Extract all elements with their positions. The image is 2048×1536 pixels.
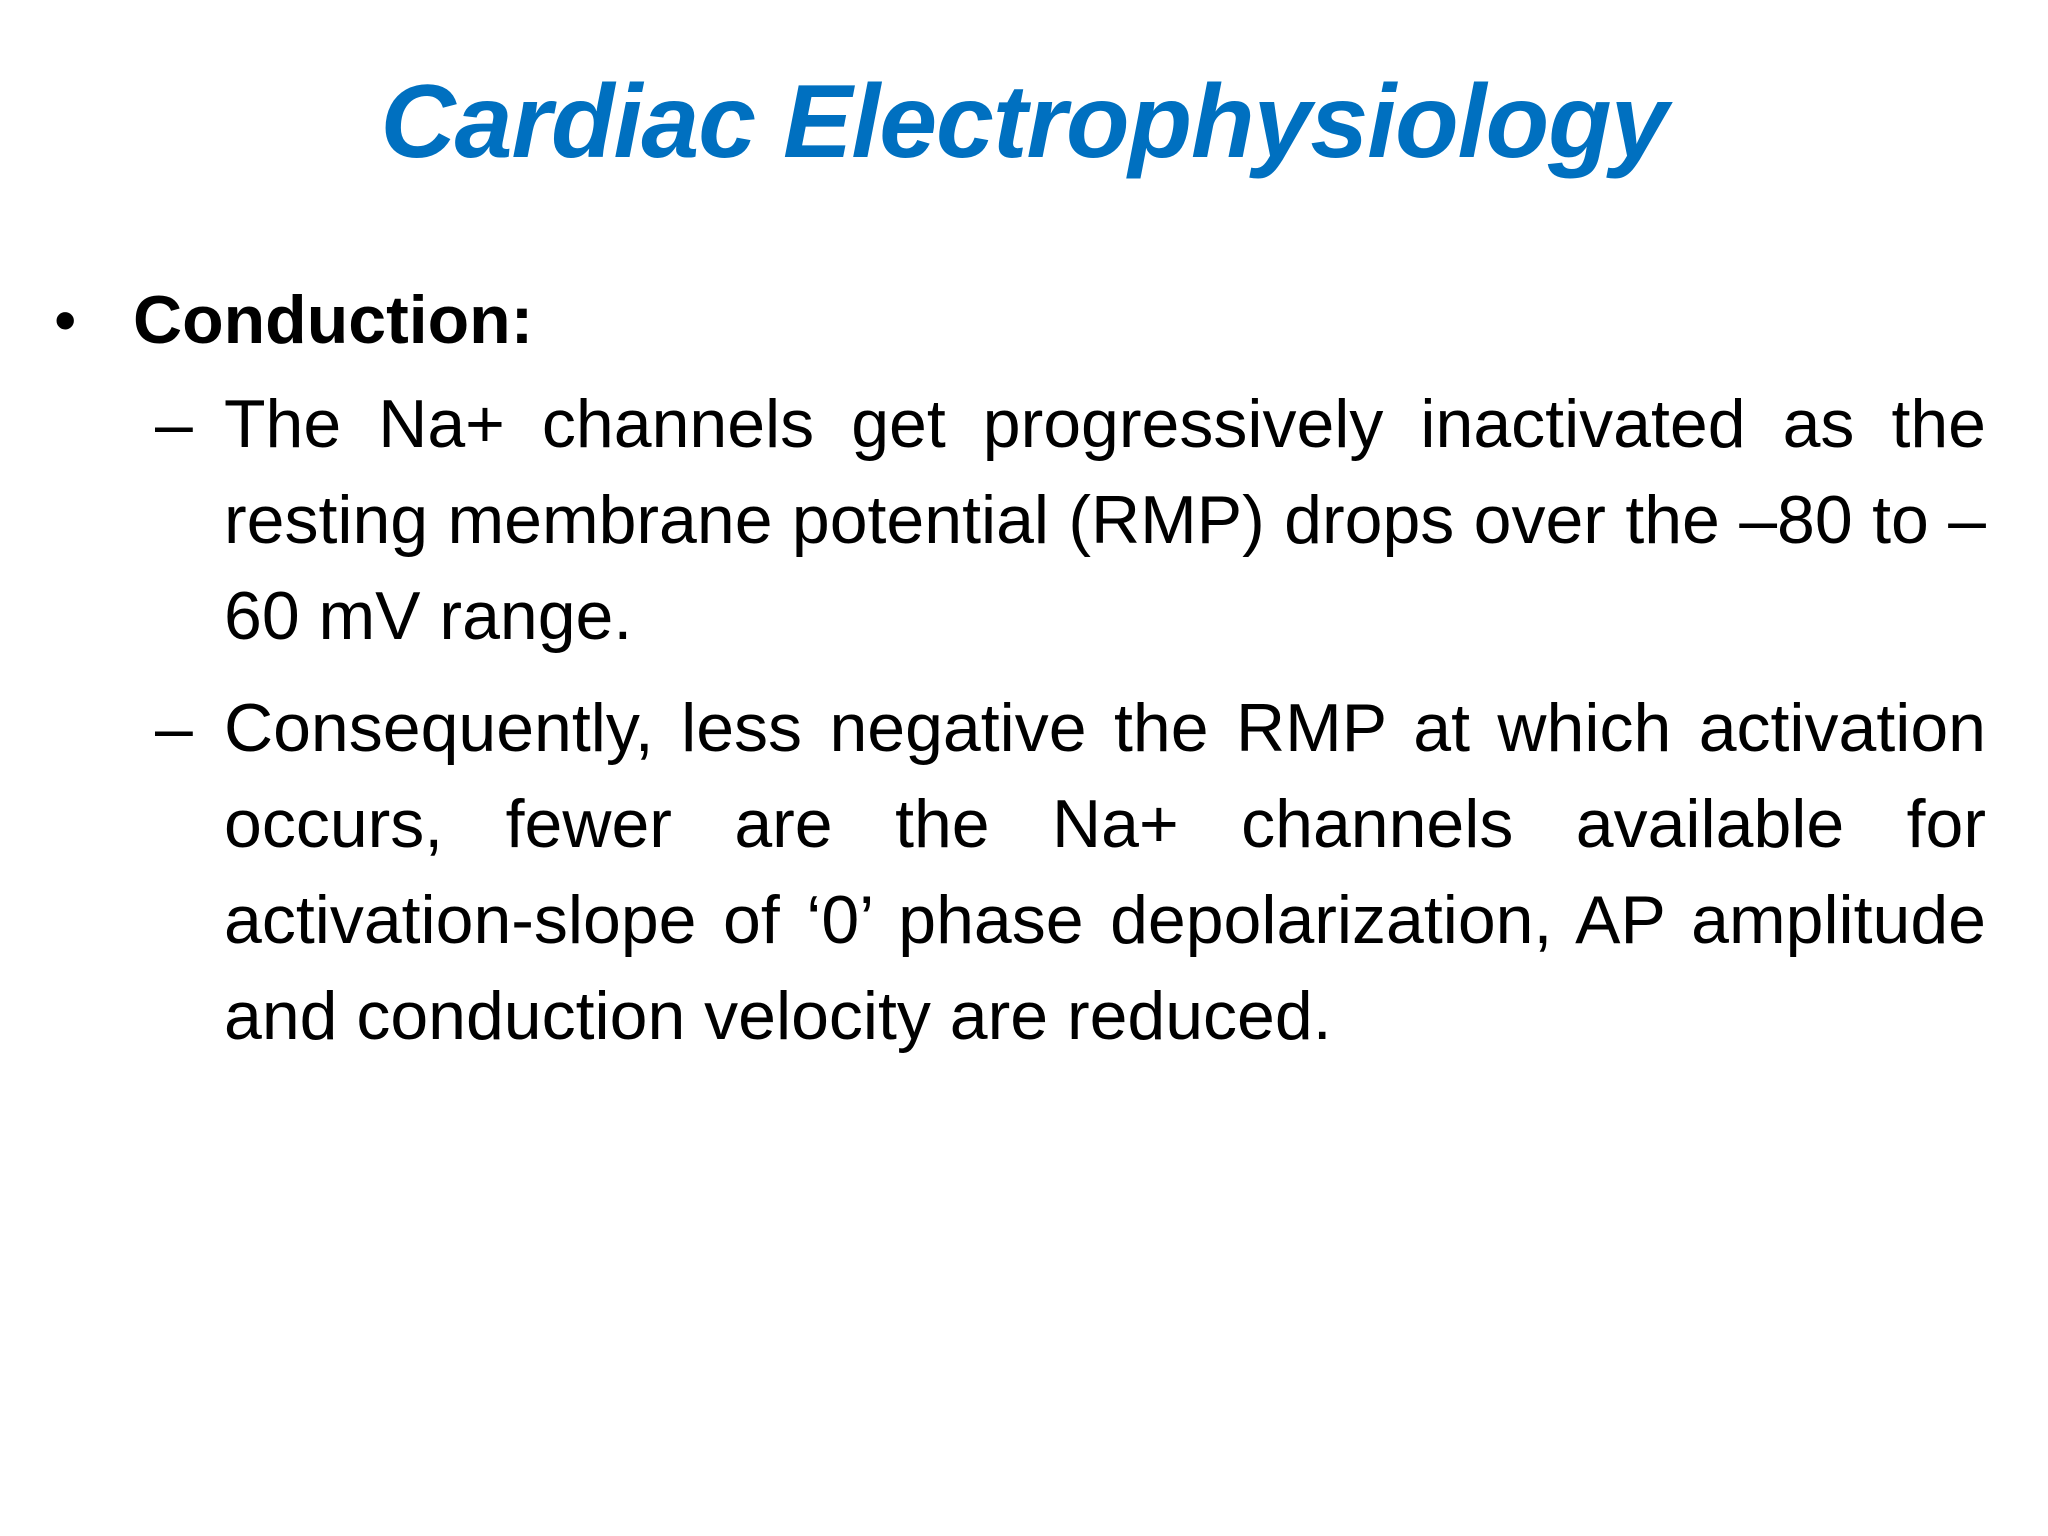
sub-bullet-item [0,376,2048,664]
slide-title: Cardiac Electrophysiology [380,64,1668,180]
slide-content [0,270,2048,1064]
sub-bullet-text: Consequently, less negative the RMP at which activation occurs, fewer are the Na+ channels available for activation-slope of ‘0’ phase depolarization, AP amplitude and conduction velocity are reduced. [224,690,1986,1054]
sub-bullet-marker: – [155,690,193,766]
sub-bullet-item [0,680,2048,1064]
sub-bullet-text: The Na+ channels get progressively inactivated as the resting membrane potential (RMP) drops over the –80 to –60 mV range. [224,386,1986,654]
bullet-marker: • [54,284,77,356]
bullet-item-conduction [0,270,2048,370]
bullet-heading: Conduction: [133,282,534,358]
sub-bullet-marker: – [155,386,193,462]
